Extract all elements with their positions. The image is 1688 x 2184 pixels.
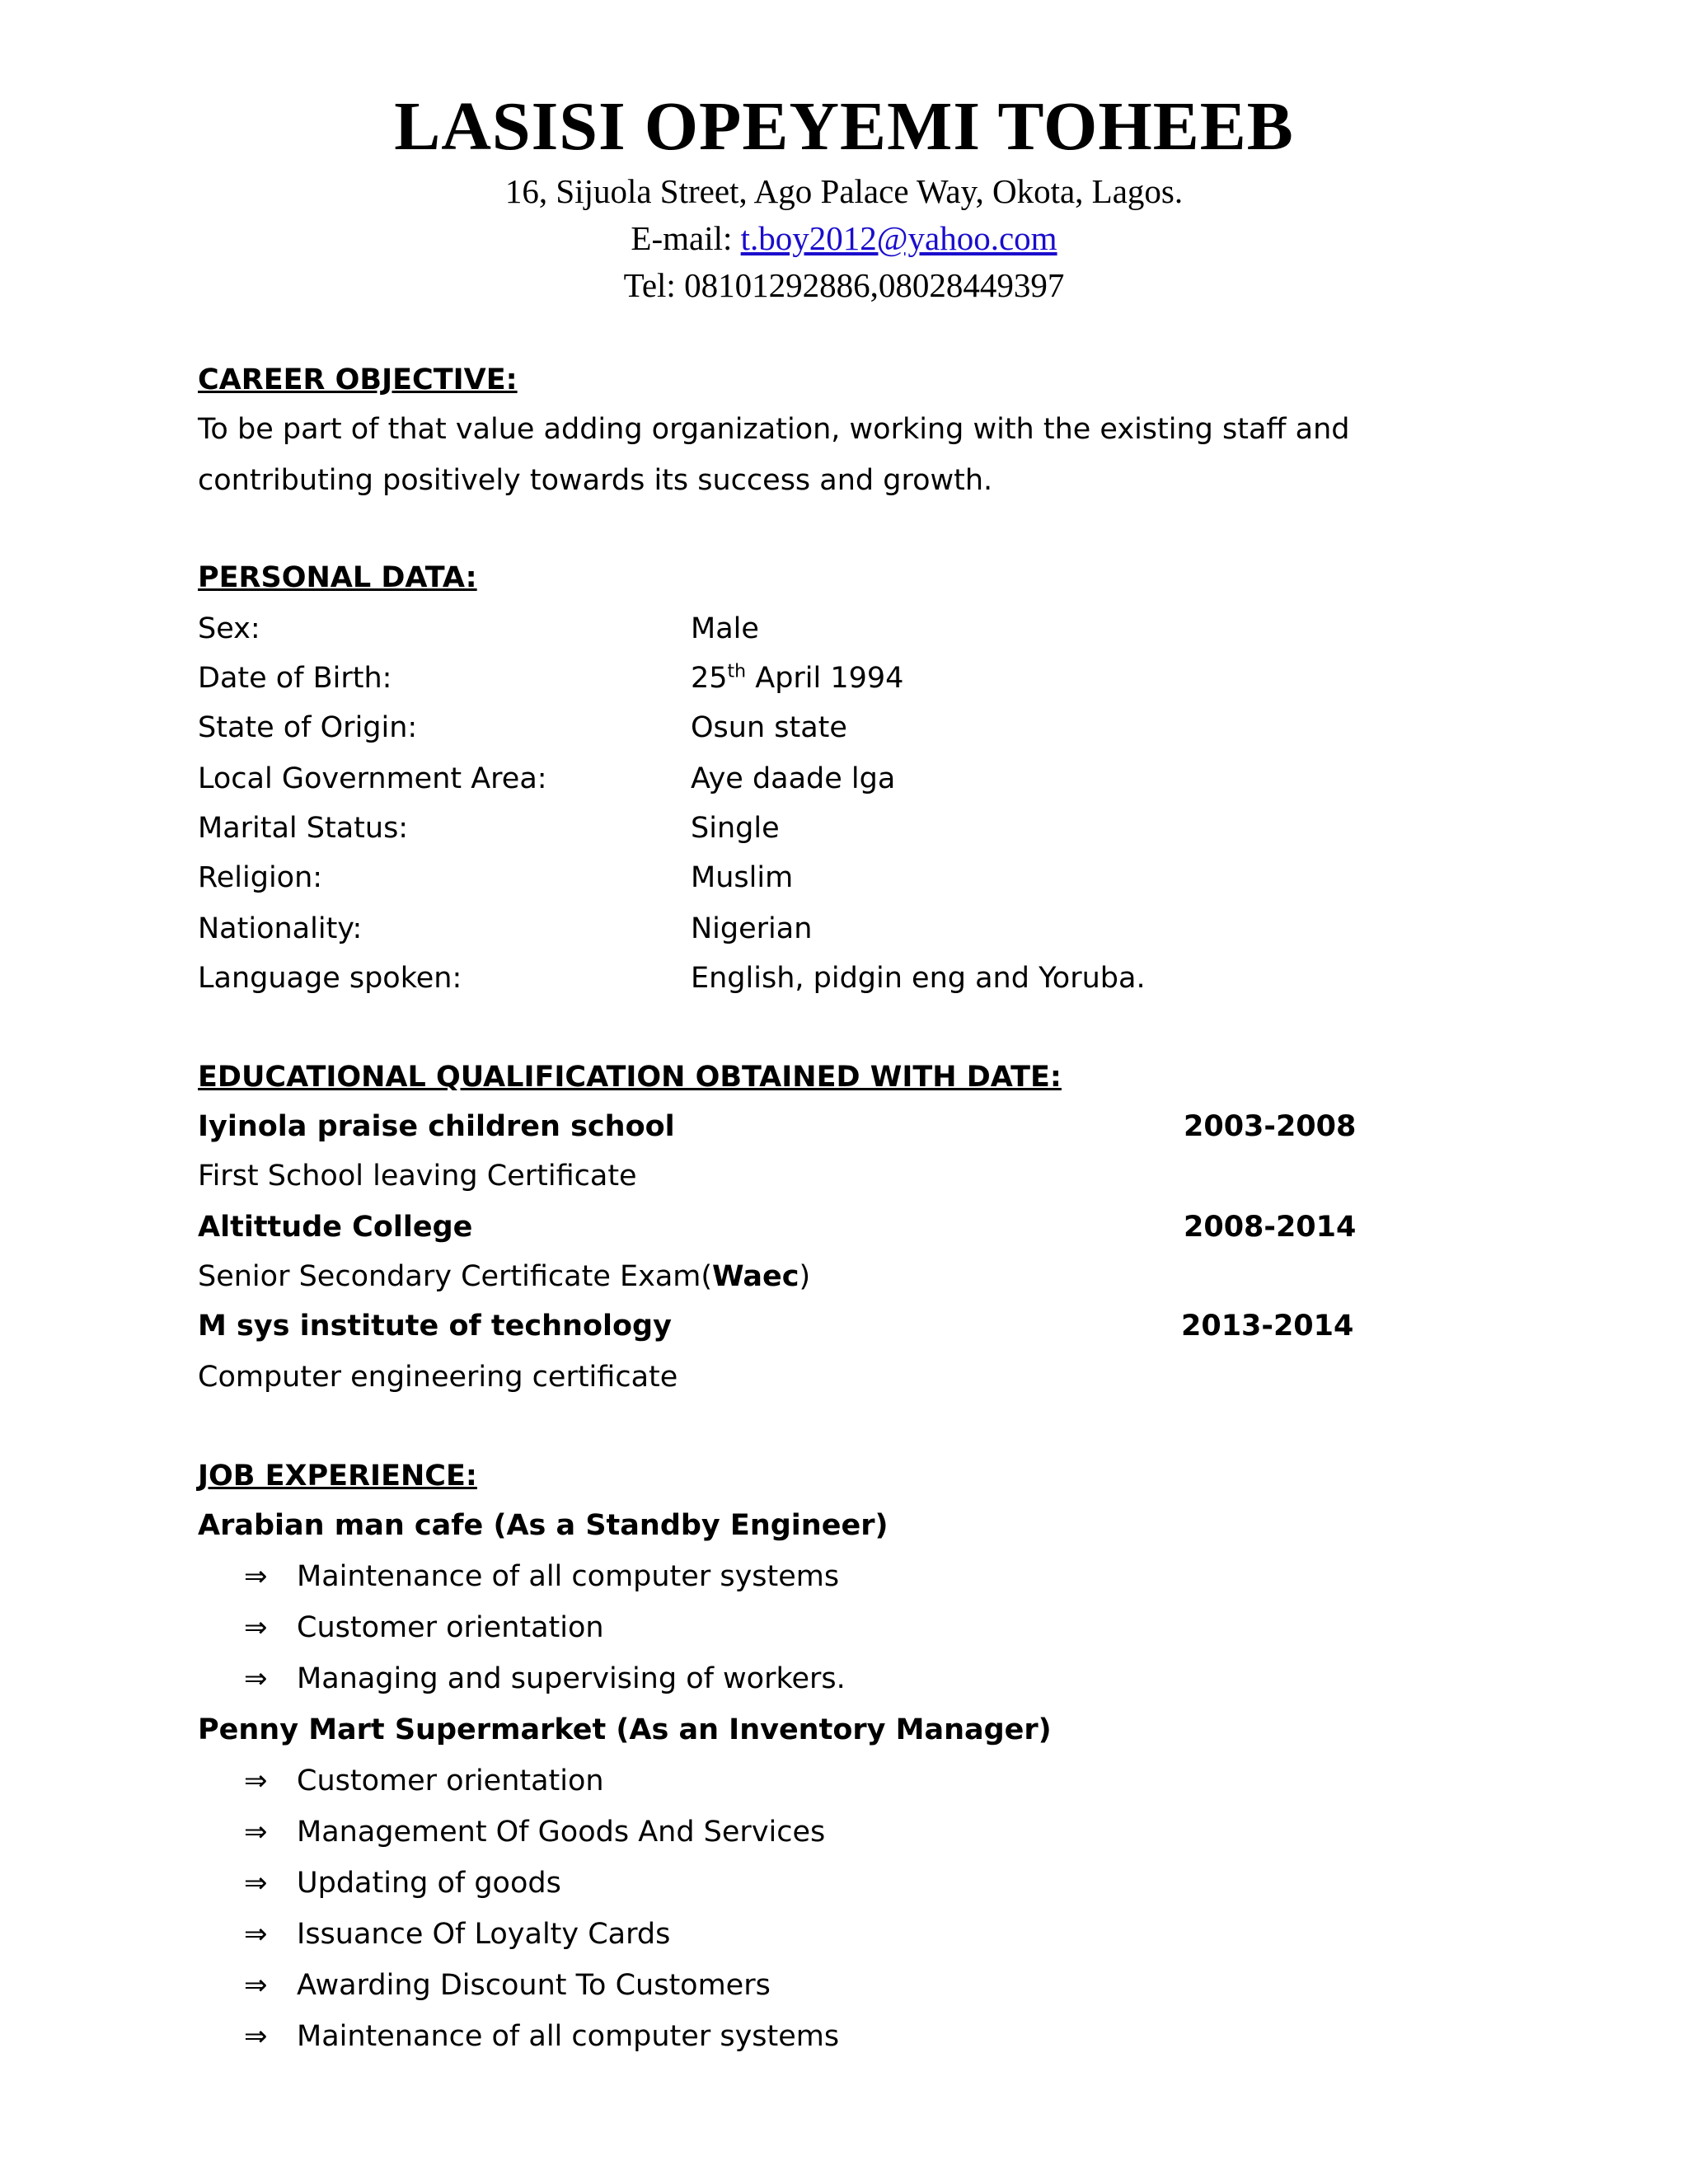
duty-text: Issuance Of Loyalty Cards <box>297 1918 671 1951</box>
certificate-close: ) <box>799 1260 811 1293</box>
school-name: Iyinola praise children school <box>198 1110 675 1143</box>
dob-ordinal: th <box>727 661 747 682</box>
school-years: 2008-2014 <box>1184 1211 1357 1244</box>
duty-item <box>244 1556 839 1597</box>
personal-label: Marital Status: <box>198 812 409 845</box>
duty-item <box>244 1607 604 1648</box>
personal-value: Male <box>691 612 759 645</box>
job-title: Penny Mart Supermarket (As an Inventory Manager) <box>198 1713 1052 1746</box>
email-line <box>0 215 1688 261</box>
address: 16, Sijuola Street, Ago Palace Way, Okota, Lagos. <box>504 172 1184 210</box>
certificate: Computer engineering certificate <box>198 1361 678 1394</box>
certificate-exam-body: Waec <box>712 1260 799 1293</box>
email-label: E-mail: <box>631 219 741 257</box>
double-arrow-icon: ⇒ <box>244 1816 268 1849</box>
school-years: 2013-2014 <box>1181 1310 1354 1343</box>
job-title: Arabian man cafe (As a Standby Engineer) <box>198 1509 889 1542</box>
duty-item <box>244 1760 604 1802</box>
dob-month-year: April 1994 <box>746 662 904 695</box>
duty-text: Maintenance of all computer systems <box>297 1560 840 1593</box>
personal-label: Nationality: <box>198 912 363 945</box>
personal-label: Language spoken: <box>198 962 462 995</box>
school-name: Altittude College <box>198 1211 473 1244</box>
duty-text: Managing and supervising of workers. <box>297 1662 846 1695</box>
double-arrow-icon: ⇒ <box>244 1611 268 1644</box>
personal-label: Date of Birth: <box>198 662 392 695</box>
duty-text: Customer orientation <box>297 1611 604 1644</box>
duty-item <box>244 1914 670 1955</box>
duty-item <box>244 2016 839 2057</box>
certificate <box>198 1256 810 1297</box>
career-objective-line-1: To be part of that value adding organization, working with the existing staff and <box>198 413 1350 446</box>
career-objective-heading: CAREER OBJECTIVE: <box>198 363 518 396</box>
double-arrow-icon: ⇒ <box>244 1867 268 1900</box>
personal-label: Local Government Area: <box>198 762 547 795</box>
telephone: Tel: 08101292886,08028449397 <box>623 266 1065 304</box>
double-arrow-icon: ⇒ <box>244 1765 268 1797</box>
duty-item <box>244 1658 846 1699</box>
duty-item <box>244 1965 771 2006</box>
education-heading: EDUCATIONAL QUALIFICATION OBTAINED WITH DATE: <box>198 1061 1062 1094</box>
school-years: 2003-2008 <box>1184 1110 1357 1143</box>
duty-text: Awarding Discount To Customers <box>297 1969 771 2002</box>
school-name: M sys institute of technology <box>198 1310 672 1343</box>
duty-item <box>244 1811 825 1853</box>
double-arrow-icon: ⇒ <box>244 1662 268 1695</box>
personal-data-heading: PERSONAL DATA: <box>198 561 477 594</box>
double-arrow-icon: ⇒ <box>244 2020 268 2053</box>
certificate-text: Senior Secondary Certificate Exam( <box>198 1260 713 1293</box>
certificate: First School leaving Certificate <box>198 1160 637 1193</box>
double-arrow-icon: ⇒ <box>244 1969 268 2002</box>
dob-day: 25 <box>691 662 728 695</box>
double-arrow-icon: ⇒ <box>244 1560 268 1593</box>
personal-label: State of Origin: <box>198 711 418 744</box>
personal-value: Nigerian <box>691 912 813 945</box>
job-experience-heading: JOB EXPERIENCE: <box>198 1460 477 1493</box>
personal-label: Religion: <box>198 861 323 894</box>
personal-value: Muslim <box>691 861 794 894</box>
duty-item <box>244 1863 561 1904</box>
duty-text: Management Of Goods And Services <box>297 1816 826 1849</box>
personal-value: Osun state <box>691 711 847 744</box>
career-objective-line-2: contributing positively towards its success and growth. <box>198 464 993 497</box>
double-arrow-icon: ⇒ <box>244 1918 268 1951</box>
duty-text: Customer orientation <box>297 1765 604 1797</box>
personal-value: Aye daade lga <box>691 762 896 795</box>
email-link[interactable]: t.boy2012@yahoo.com <box>740 219 1057 257</box>
personal-value-dob <box>691 658 903 699</box>
candidate-name: LASISI OPEYEMI TOHEEB <box>394 88 1294 165</box>
duty-text: Maintenance of all computer systems <box>297 2020 840 2053</box>
personal-value: Single <box>691 812 780 845</box>
duty-text: Updating of goods <box>297 1867 561 1900</box>
personal-label: Sex: <box>198 612 260 645</box>
personal-value: English, pidgin eng and Yoruba. <box>691 962 1146 995</box>
